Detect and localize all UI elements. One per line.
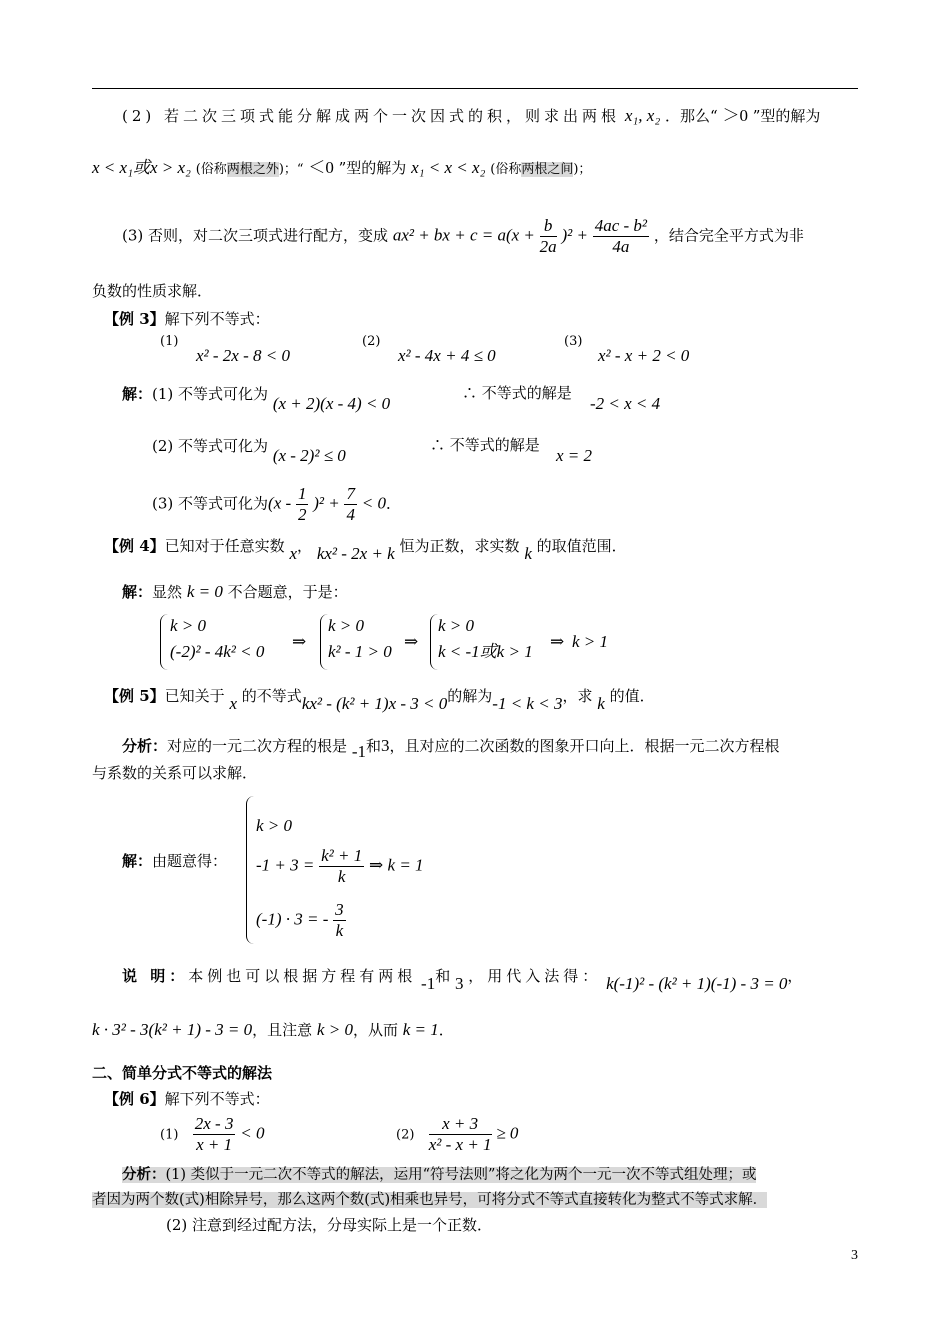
sol5-text-a: 由题意得： xyxy=(152,852,228,870)
note5-label: 说 明： xyxy=(122,967,189,985)
sol5-row2 xyxy=(256,846,424,887)
ana6-label: 分析： xyxy=(122,1166,166,1183)
sol3-step2-expr: (x - 2)² ≤ 0 xyxy=(272,446,346,465)
p3-line2: 负数的性质求解． xyxy=(92,282,213,300)
ex5-text-d: ，求 xyxy=(562,687,593,705)
p3-frac1-num: b xyxy=(540,216,557,237)
sol5-row3-frac-den: k xyxy=(335,921,344,940)
ana6-text-l1: (1) 类似于一元二次不等式的解法，运用“符号法则”将之化为两个一元一次不等式组处理；或 xyxy=(165,1167,757,1183)
sol3-step1-expr: (x + 2)(x - 4) < 0 xyxy=(272,394,391,413)
sol4-arrow1: ⇒ xyxy=(292,632,307,651)
ex4-text-a: 已知对于任意实数 xyxy=(164,537,285,555)
ex3-item2-number: (2) xyxy=(362,334,381,349)
ex5-heading xyxy=(104,686,655,713)
ex5-text-c: 的解为 xyxy=(447,687,493,705)
note5-text-a: 本例也可以根据方程有两根 xyxy=(188,967,417,985)
ex5-text-e: 的值． xyxy=(609,687,655,705)
ex4-label: 【例 4】 xyxy=(104,537,165,555)
note5-cond: k > 0 xyxy=(316,1020,353,1039)
p3-line1 xyxy=(122,216,804,257)
p2-text-a: (2) 若二次三项式能分解成两个一次因式的积，则求出两根 xyxy=(122,107,621,125)
p2-text-h: )； xyxy=(573,162,592,177)
note5-end: ． xyxy=(438,1021,454,1039)
p3-frac2-num: 4ac - b² xyxy=(594,216,648,235)
sol4-label: 解： xyxy=(122,583,153,601)
ana5-line1 xyxy=(122,736,780,761)
note5-result: k = 1 xyxy=(402,1020,439,1039)
p2-roots: x₁, x₂ xyxy=(624,106,661,125)
header-rule xyxy=(92,88,858,89)
ex6-item1-frac xyxy=(193,1114,236,1155)
ex4-var-k: k xyxy=(524,544,532,563)
sol3-step3-expr-a: (x - xyxy=(268,493,292,513)
sol3-step3-frac2 xyxy=(344,484,357,525)
ex6-item2-rel: ≥ 0 xyxy=(496,1123,519,1143)
p2-text-e: )；“ xyxy=(278,162,304,177)
ex6-item1 xyxy=(160,1114,264,1155)
page-number: 3 xyxy=(851,1248,858,1263)
ex6-item1-den: x + 1 xyxy=(196,1135,233,1154)
ana5-root1: -1 xyxy=(351,742,366,761)
sol3-step2-conclusion: ∴ 不等式的解是 xyxy=(430,436,540,454)
sol5-intro xyxy=(122,852,227,870)
sol5-row3-lhs: (-1) · 3 = - xyxy=(256,909,329,929)
sol3-step1-text: (1) 不等式可化为 xyxy=(152,385,269,403)
sol4-system1 xyxy=(170,616,264,663)
sol4-system3-row1: k > 0 xyxy=(438,616,475,635)
p2-text-b: ．那么“ xyxy=(665,107,718,125)
p2-sol1: x < x₁或x > x₂ xyxy=(92,158,191,177)
note5-eq2: k · 3² - 3(k² + 1) - 3 = 0 xyxy=(92,1020,253,1039)
sol5-row2-frac-num: k² + 1 xyxy=(321,846,363,865)
sol3-step2 xyxy=(152,436,346,465)
sol5-label: 解： xyxy=(122,852,153,870)
sol5-row2-frac-den: k xyxy=(337,867,346,886)
ex6-item1-rel: < 0 xyxy=(240,1123,265,1143)
ex3-item3-expr: x² - x + 2 < 0 xyxy=(598,346,690,365)
ex3-heading xyxy=(104,310,270,328)
ex3-label: 【例 3】 xyxy=(104,310,165,328)
sol3-frac1-num: 1 xyxy=(297,484,307,503)
ex5-label: 【例 5】 xyxy=(104,687,165,705)
ex4-comma: ， xyxy=(297,537,313,555)
p3-mid: )² + xyxy=(561,225,588,245)
note5-comma: ， xyxy=(787,967,803,985)
note5-text-c: ，且注意 xyxy=(252,1021,313,1039)
sol4-system3 xyxy=(438,616,533,663)
sol3-frac1-den: 2 xyxy=(297,505,307,524)
sol3-step3-frac1 xyxy=(296,484,309,525)
sol4-k-zero: k = 0 xyxy=(186,582,223,601)
ana6-line3: (2) 注意到经过配方法，分母实际上是一个正数． xyxy=(166,1216,493,1234)
p3-frac1-den: 2a xyxy=(539,237,557,256)
ex3-text: 解下列不等式： xyxy=(164,310,270,328)
p2-text-c: ”型的解为 xyxy=(752,107,821,125)
note5-eq1: k(-1)² - (k² + 1)(-1) - 3 = 0 xyxy=(606,974,788,993)
p3-fraction-4ac xyxy=(593,216,649,257)
ex3-item1-number: (1) xyxy=(160,334,179,349)
section-title: 二、简单分式不等式的解法 xyxy=(92,1064,273,1082)
note5-line1 xyxy=(122,966,803,993)
sol4-system2-row1: k > 0 xyxy=(328,616,365,635)
sol3-step3-text: (3) 不等式可化为 xyxy=(152,494,269,513)
ex6-heading xyxy=(104,1090,270,1108)
sol4-text-a: 显然 xyxy=(152,583,183,601)
ex5-text-a: 已知关于 xyxy=(164,687,225,705)
ex6-item1-number: (1) xyxy=(160,1127,179,1143)
ana5-text-a: 对应的一元二次方程的根是 xyxy=(167,737,348,755)
ex4-heading xyxy=(104,536,627,563)
ex6-item2 xyxy=(396,1114,518,1155)
p2-text-g: (俗称 xyxy=(490,162,522,177)
p2-highlight-between: 两根之间 xyxy=(521,162,574,177)
sol4-result: k > 1 xyxy=(572,632,609,651)
sol5-row2-result: ⇒ k = 1 xyxy=(369,855,424,875)
p3-frac2-den: 4a xyxy=(612,237,630,256)
ex3-item1-expr: x² - 2x - 8 < 0 xyxy=(196,346,290,365)
sol4-system2 xyxy=(328,616,392,663)
sol4-arrow3: ⇒ xyxy=(550,632,565,651)
ex6-item2-number: (2) xyxy=(396,1127,415,1143)
ex6-text: 解下列不等式： xyxy=(164,1090,270,1108)
ex5-var-x: x xyxy=(229,694,238,713)
ex5-range: -1 < k < 3 xyxy=(492,694,563,713)
ex4-var-x: x xyxy=(289,544,298,563)
sol3-step3-expr-b: )² + xyxy=(313,493,340,513)
ana6-line2 xyxy=(92,1192,767,1209)
sol4-system2-row2: k² - 1 > 0 xyxy=(328,642,392,662)
ex6-item1-num: 2x - 3 xyxy=(194,1114,234,1133)
sol4-system1-row2: (-2)² - 4k² < 0 xyxy=(170,642,265,662)
sol4-system1-row1: k > 0 xyxy=(170,616,207,635)
ana5-label: 分析： xyxy=(122,737,168,755)
sol3-step3-end: ． xyxy=(386,494,402,513)
sol3-step1-result: -2 < x < 4 xyxy=(590,394,661,413)
p3-text-b: ，结合完全平方式为非 xyxy=(653,226,804,245)
sol5-row1: k > 0 xyxy=(256,816,293,835)
note5-line2 xyxy=(92,1020,454,1040)
p2-highlight-outside: 两根之外 xyxy=(226,162,279,177)
p2-gt0: ＞0 xyxy=(722,106,748,125)
p2-sol2: x₁ < x < x₂ xyxy=(411,158,486,177)
note5-root1: -1 xyxy=(421,974,436,993)
ex5-var-k: k xyxy=(597,694,605,713)
sol4-system3-row2: k < -1或k > 1 xyxy=(438,642,533,662)
ex6-label: 【例 6】 xyxy=(104,1090,165,1108)
note5-and: 和 xyxy=(435,967,451,985)
note5-text-d: ，从而 xyxy=(352,1021,398,1039)
sol5-row3 xyxy=(256,900,346,941)
p2-line2 xyxy=(92,158,591,178)
sol3-step1 xyxy=(122,384,391,413)
note5-root2: 3 xyxy=(455,974,464,993)
note5-text-b: ，用代入法得： xyxy=(468,967,602,985)
sol4-intro xyxy=(122,582,348,602)
ex5-expr: kx² - (k² + 1)x - 3 < 0 xyxy=(301,694,448,713)
ana5-and: 和 xyxy=(365,737,381,755)
sol5-row3-frac xyxy=(333,900,346,941)
ana6-line1 xyxy=(122,1166,756,1184)
ex4-expr: kx² - 2x + k xyxy=(316,544,395,563)
ex6-item2-num: x + 3 xyxy=(429,1114,492,1135)
ana6-text-l2: 者因为两个数(式)相除异号，那么这两个数(式)相乘也异号，可将分式不等式直接转化为整式不等式求解． xyxy=(92,1192,768,1208)
ana5-root2: 3 xyxy=(381,736,390,755)
sol3-frac2-num: 7 xyxy=(346,484,355,503)
ex4-text-c: 的取值范围． xyxy=(536,537,627,555)
ex3-item3-number: (3) xyxy=(564,334,583,349)
p2-text-d: (俗称 xyxy=(195,162,227,177)
p3-fraction-b-2a xyxy=(540,216,557,257)
ex5-text-b: 的不等式 xyxy=(241,687,302,705)
sol5-row3-frac-num: 3 xyxy=(335,900,344,919)
sol3-label: 解： xyxy=(122,385,153,403)
sol3-step1-conclusion: ∴ 不等式的解是 xyxy=(462,384,572,402)
ex3-item2-expr: x² - 4x + 4 ≤ 0 xyxy=(398,346,496,365)
sol4-arrow2: ⇒ xyxy=(404,632,419,651)
sol3-step3-expr-c: < 0 xyxy=(361,493,386,513)
p2-text-f: ”型的解为 xyxy=(338,159,407,177)
sol4-text-b: 不合题意，于是： xyxy=(227,583,348,601)
sol3-step2-result: x = 2 xyxy=(556,446,593,465)
ex4-text-b: 恒为正数，求实数 xyxy=(399,537,520,555)
sol3-step2-text: (2) 不等式可化为 xyxy=(152,437,269,455)
sol3-step3 xyxy=(152,484,401,525)
p2-line1 xyxy=(122,106,820,126)
ana5-line2: 与系数的关系可以求解． xyxy=(92,764,258,782)
ex6-item2-frac xyxy=(429,1114,492,1155)
p3-lhs: ax² + bx + c = a(x + xyxy=(392,225,535,245)
sol3-frac2-den: 4 xyxy=(346,505,355,524)
sol5-row2-frac xyxy=(319,846,364,887)
p2-lt0: ＜0 xyxy=(308,158,334,177)
sol5-row2-lhs: -1 + 3 = xyxy=(256,855,315,875)
ana5-text-b: ，且对应的二次函数的图象开口向上．根据一元二次方程根 xyxy=(389,737,780,755)
p3-text-a: (3) 否则，对二次三项式进行配方，变成 xyxy=(122,226,389,245)
ex6-item2-den: x² - x + 1 xyxy=(428,1135,492,1154)
